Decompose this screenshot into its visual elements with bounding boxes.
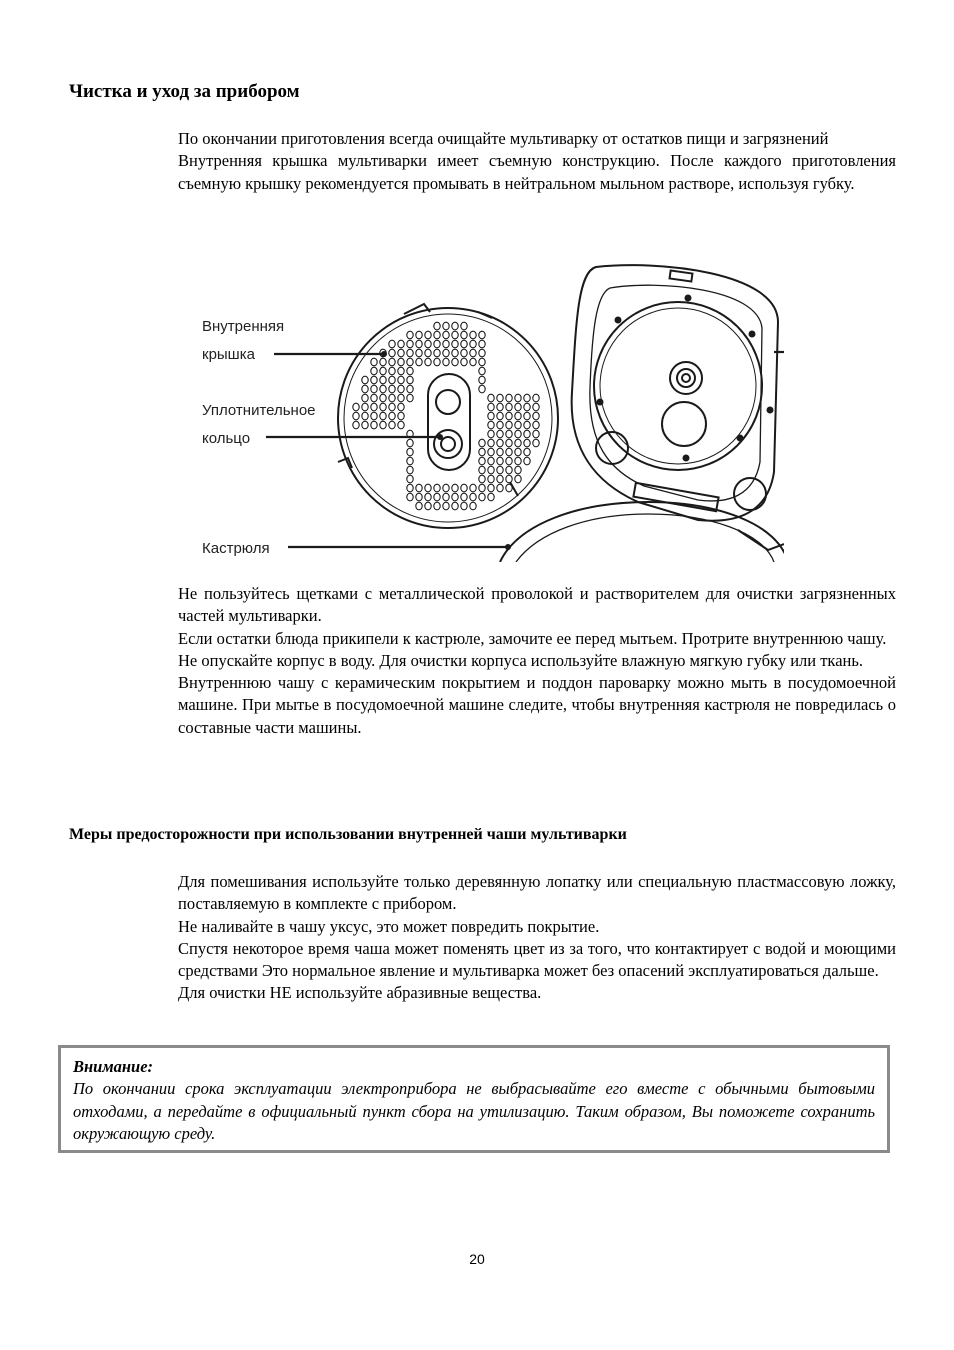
lid-hole xyxy=(506,421,512,429)
lid-hole xyxy=(398,403,404,411)
lid-hole xyxy=(371,367,377,375)
lid-hole xyxy=(524,394,530,402)
lid-hole xyxy=(443,349,449,357)
lid-hole xyxy=(515,421,521,429)
lid-hole xyxy=(470,358,476,366)
lid-hole xyxy=(497,439,503,447)
lid-hole xyxy=(416,502,422,510)
lid-hole xyxy=(524,448,530,456)
lid-hole xyxy=(488,439,494,447)
lid-hole xyxy=(425,331,431,339)
lid-hole xyxy=(425,502,431,510)
cleaning-instructions-text xyxy=(178,583,896,739)
section-title-precautions: Меры предосторожности при использовании внутренней чаши мультиварки xyxy=(69,826,627,843)
lid-hole xyxy=(371,385,377,393)
paragraph: Не наливайте в чашу уксус, это может повредить покрытие. xyxy=(178,916,600,936)
lid-hole xyxy=(389,367,395,375)
lid-hole xyxy=(479,349,485,357)
lid-hole xyxy=(398,412,404,420)
lid-hole xyxy=(524,403,530,411)
lid-hole xyxy=(497,430,503,438)
cleaning-intro-text xyxy=(178,128,896,195)
lid-hole xyxy=(488,466,494,474)
lid-hole xyxy=(425,484,431,492)
lid-hole xyxy=(470,484,476,492)
lid-hole xyxy=(380,394,386,402)
lid-hole xyxy=(443,322,449,330)
lid-hole xyxy=(362,385,368,393)
lid-hole xyxy=(488,412,494,420)
lid-hole xyxy=(434,340,440,348)
lid-hole xyxy=(488,394,494,402)
lid-hole xyxy=(353,412,359,420)
lid-hole xyxy=(506,439,512,447)
lid-hole xyxy=(488,448,494,456)
paragraph: Внутренняя крышка мультиварки имеет съемную конструкцию. После каждого приготовления съемную крышку рекомендуется промывать в нейтральном мыльном растворе, используя губку. xyxy=(178,151,896,193)
lid-hole xyxy=(443,493,449,501)
lid-hole xyxy=(515,412,521,420)
lid-hole xyxy=(389,412,395,420)
lid-hole xyxy=(470,331,476,339)
lid-hole xyxy=(380,367,386,375)
lid-hole xyxy=(461,322,467,330)
lid-hole xyxy=(398,367,404,375)
lid-hole xyxy=(488,403,494,411)
lid-hole xyxy=(389,403,395,411)
notice-text: По окончании срока эксплуатации электроприбора не выбрасывайте его вместе с обычными бытовыми отходами, а передайте в официальный пункт сбора на утилизацию. Таким образом, Вы поможете сохранить окружающую среду. xyxy=(73,1079,875,1143)
lid-hole xyxy=(524,439,530,447)
lid-hole xyxy=(515,403,521,411)
paragraph: Не пользуйтесь щетками с металлической проволокой и растворителем для очистки загрязненных частей мультиварки. xyxy=(178,584,896,626)
lid-hole xyxy=(461,349,467,357)
label-seal-ring-line2: кольцо xyxy=(202,430,251,447)
lid-hole xyxy=(533,394,539,402)
lid-hole xyxy=(461,484,467,492)
lid-hole xyxy=(497,421,503,429)
lid-hole xyxy=(425,340,431,348)
lid-hole xyxy=(371,376,377,384)
lid-hole xyxy=(515,457,521,465)
lid-hole xyxy=(362,412,368,420)
lid-hole xyxy=(452,484,458,492)
label-inner-lid: Внутренняя xyxy=(202,318,285,335)
paragraph: По окончании приготовления всегда очищайте мультиварку от остатков пищи и загрязнений xyxy=(178,129,829,148)
lid-hole xyxy=(389,421,395,429)
lid-hole xyxy=(524,421,530,429)
paragraph: Спустя некоторое время чаша может поменять цвет из за того, что контактирует с водой и моющими средствами Это нормальное явление и мультиварка может без опасений эксплуатироваться дальше. xyxy=(178,938,896,981)
lid-hole xyxy=(407,466,413,474)
lid-hole xyxy=(533,412,539,420)
lid-hole xyxy=(461,340,467,348)
paragraph: Внутреннюю чашу с керамическим покрытием и поддон пароварку можно мыть в посудомоечной машине. При мытье в посудомоечной машине следите, чтобы внутренняя кастрюля не повредилась о составные части машины. xyxy=(178,673,896,737)
lid-hole xyxy=(434,502,440,510)
lid-hole xyxy=(515,448,521,456)
lid-hole xyxy=(506,448,512,456)
lid-hole xyxy=(479,484,485,492)
lid-hole xyxy=(389,340,395,348)
lid-hole xyxy=(506,394,512,402)
lid-hole xyxy=(353,421,359,429)
lid-hole xyxy=(443,331,449,339)
lid-hole xyxy=(497,457,503,465)
lid-hole xyxy=(425,493,431,501)
lid-hole xyxy=(461,331,467,339)
lid-hole xyxy=(362,394,368,402)
lid-hole xyxy=(407,358,413,366)
lid-hole xyxy=(497,448,503,456)
lid-hole xyxy=(398,421,404,429)
lid-hole xyxy=(470,340,476,348)
lid-hole xyxy=(479,340,485,348)
lid-hole xyxy=(497,466,503,474)
lid-hole xyxy=(479,358,485,366)
lid-hole xyxy=(407,448,413,456)
lid-hole xyxy=(461,358,467,366)
lid-hole xyxy=(407,493,413,501)
lid-hole xyxy=(380,403,386,411)
lid-hole xyxy=(398,394,404,402)
lid-hole xyxy=(389,358,395,366)
lid-hole xyxy=(362,421,368,429)
lid-hole xyxy=(461,502,467,510)
label-inner-lid-line2: крышка xyxy=(202,346,255,363)
lid-hole xyxy=(497,475,503,483)
lid-hole xyxy=(407,439,413,447)
lid-hole xyxy=(416,349,422,357)
lid-hole xyxy=(380,412,386,420)
multicooker-illustration xyxy=(178,262,784,562)
section-title-cleaning: Чистка и уход за прибором xyxy=(69,81,300,102)
lid-hole xyxy=(362,376,368,384)
lid-hole xyxy=(515,394,521,402)
lid-hole xyxy=(479,457,485,465)
lid-hole xyxy=(488,430,494,438)
lid-hole xyxy=(497,403,503,411)
lid-hole xyxy=(380,385,386,393)
notice-title: Внимание: xyxy=(73,1057,154,1076)
lid-hole xyxy=(371,421,377,429)
precautions-text xyxy=(178,871,896,1005)
lid-hole xyxy=(452,340,458,348)
lid-hole xyxy=(470,349,476,357)
lid-hole xyxy=(452,502,458,510)
lid-hole xyxy=(425,349,431,357)
lid-hole xyxy=(515,430,521,438)
lid-hole xyxy=(479,376,485,384)
lid-hole xyxy=(479,331,485,339)
lid-hole xyxy=(488,457,494,465)
lid-hole xyxy=(380,376,386,384)
label-pot: Кастрюля xyxy=(202,540,270,557)
lid-hole xyxy=(416,331,422,339)
lid-hole xyxy=(506,430,512,438)
label-seal-ring: Уплотнительное xyxy=(202,402,316,419)
lid-hole xyxy=(371,412,377,420)
lid-hole xyxy=(407,475,413,483)
lid-hole xyxy=(398,358,404,366)
lid-hole xyxy=(416,340,422,348)
lid-hole xyxy=(398,385,404,393)
paragraph: Для помешивания используйте только деревянную лопатку или специальную пластмассовую ложку, поставляемую в комплекте с прибором. xyxy=(178,872,896,914)
lid-hole xyxy=(506,403,512,411)
lid-hole xyxy=(407,367,413,375)
lid-hole xyxy=(524,457,530,465)
lid-hole xyxy=(479,439,485,447)
lid-hole xyxy=(524,430,530,438)
lid-hole xyxy=(479,466,485,474)
lid-hole xyxy=(407,376,413,384)
lid-hole xyxy=(398,349,404,357)
lid-hole xyxy=(479,475,485,483)
paragraph: Не опускайте корпус в воду. Для очистки корпуса используйте влажную мягкую губку или ткань. xyxy=(178,650,863,670)
lid-hole xyxy=(506,475,512,483)
lid-hole xyxy=(407,349,413,357)
lid-hole xyxy=(506,412,512,420)
lid-hole xyxy=(461,493,467,501)
lid-hole xyxy=(407,385,413,393)
page-number: 20 xyxy=(469,1251,485,1267)
lid-hole xyxy=(479,448,485,456)
lid-hole xyxy=(452,349,458,357)
lid-hole xyxy=(353,403,359,411)
lid-hole xyxy=(515,439,521,447)
lid-hole xyxy=(425,358,431,366)
lid-hole xyxy=(479,385,485,393)
lid-hole xyxy=(434,493,440,501)
lid-hole xyxy=(524,412,530,420)
lid-hole xyxy=(479,493,485,501)
lid-hole xyxy=(497,484,503,492)
lid-hole xyxy=(416,358,422,366)
lid-hole xyxy=(515,466,521,474)
lid-hole xyxy=(371,394,377,402)
lid-hole xyxy=(407,331,413,339)
lid-hole xyxy=(416,493,422,501)
lid-hole xyxy=(407,340,413,348)
lid-hole xyxy=(533,403,539,411)
paragraph: Если остатки блюда прикипели к кастрюле, замочите ее перед мытьем. Протрите внутреннюю чашу. xyxy=(178,628,887,648)
lid-hole xyxy=(515,475,521,483)
lid-hole xyxy=(452,493,458,501)
lid-hole xyxy=(533,430,539,438)
lid-hole xyxy=(533,439,539,447)
lid-hole xyxy=(506,484,512,492)
lid-hole xyxy=(506,457,512,465)
lid-hole xyxy=(434,349,440,357)
lid-hole xyxy=(497,394,503,402)
lid-hole xyxy=(389,349,395,357)
lid-hole xyxy=(452,331,458,339)
lid-hole xyxy=(488,493,494,501)
lid-hole xyxy=(398,376,404,384)
lid-hole xyxy=(470,493,476,501)
lid-hole xyxy=(443,340,449,348)
lid-hole xyxy=(533,421,539,429)
lid-hole xyxy=(389,376,395,384)
lid-hole xyxy=(380,358,386,366)
lid-hole xyxy=(434,484,440,492)
notice-box xyxy=(58,1045,890,1153)
lid-hole xyxy=(362,403,368,411)
lid-hole xyxy=(488,475,494,483)
lid-hole xyxy=(479,367,485,375)
lid-hole xyxy=(452,322,458,330)
lid-hole xyxy=(416,484,422,492)
lid-hole xyxy=(434,358,440,366)
paragraph: Для очистки НЕ используйте абразивные вещества. xyxy=(178,983,542,1003)
lid-hole xyxy=(470,502,476,510)
lid-hole xyxy=(389,394,395,402)
lid-hole xyxy=(506,466,512,474)
lid-hole xyxy=(380,421,386,429)
lid-hole xyxy=(443,502,449,510)
lid-hole xyxy=(452,358,458,366)
lid-hole xyxy=(434,322,440,330)
lid-hole xyxy=(443,484,449,492)
lid-hole xyxy=(371,358,377,366)
lid-hole xyxy=(488,421,494,429)
lid-hole xyxy=(443,358,449,366)
lid-hole xyxy=(407,484,413,492)
lid-hole xyxy=(497,412,503,420)
lid-hole xyxy=(407,394,413,402)
lid-hole xyxy=(434,331,440,339)
lid-hole xyxy=(407,457,413,465)
lid-hole xyxy=(488,484,494,492)
lid-hole xyxy=(389,385,395,393)
lid-hole xyxy=(371,403,377,411)
lid-hole xyxy=(398,340,404,348)
